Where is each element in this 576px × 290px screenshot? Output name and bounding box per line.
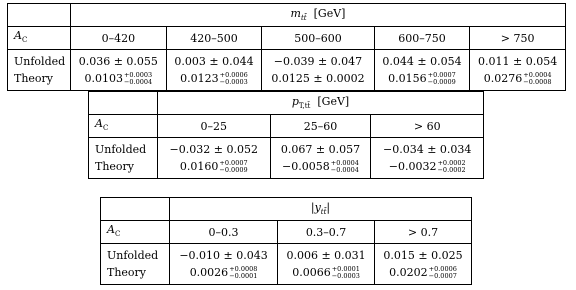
table-row bbox=[8, 50, 566, 91]
column-header: 0–0.3 bbox=[170, 221, 278, 244]
asymmetry-table-pt bbox=[88, 91, 484, 179]
row-label-ac: $A_C$ bbox=[8, 27, 71, 50]
corner-cell bbox=[101, 198, 170, 221]
column-header: > 0.7 bbox=[375, 221, 472, 244]
row-label-ac: $A_C$ bbox=[89, 115, 158, 138]
row-labels: Unfolded Theory bbox=[89, 138, 158, 179]
value-cell: 0.003 ± 0.044 0.0123 +0.0006 −0.0003 bbox=[166, 50, 262, 91]
row-labels: Unfolded Theory bbox=[101, 244, 170, 285]
column-header: 600–750 bbox=[374, 27, 470, 50]
row-labels: Unfolded Theory bbox=[8, 50, 71, 91]
column-header: 500–600 bbox=[262, 27, 374, 50]
column-header: > 750 bbox=[470, 27, 566, 50]
value-cell: −0.034 ± 0.034 −0.0032 +0.0002 −0.0002 bbox=[371, 138, 484, 179]
variable-header: $m_{tt̄}$ [GeV] bbox=[71, 4, 566, 27]
value-cell: 0.044 ± 0.054 0.0156 +0.0007 −0.0009 bbox=[374, 50, 470, 91]
corner-cell bbox=[8, 4, 71, 27]
table-row bbox=[101, 244, 472, 285]
value-cell: −0.039 ± 0.047 0.0125 ± 0.0002 bbox=[262, 50, 374, 91]
value-cell: −0.032 ± 0.052 0.0160 +0.0007 −0.0009 bbox=[158, 138, 271, 179]
value-cell: −0.010 ± 0.043 0.0026 +0.0008 −0.0001 bbox=[170, 244, 278, 285]
table-row bbox=[89, 138, 484, 179]
value-cell: 0.015 ± 0.025 0.0202 +0.0006 −0.0007 bbox=[375, 244, 472, 285]
value-cell: 0.067 ± 0.057 −0.0058 +0.0004 −0.0004 bbox=[270, 138, 371, 179]
variable-header: $p_{T,tt̄}$ [GeV] bbox=[158, 92, 484, 115]
asymmetry-table-mass bbox=[7, 3, 566, 91]
value-cell: 0.006 ± 0.031 0.0066 +0.0001 −0.0003 bbox=[278, 244, 375, 285]
value-cell: 0.011 ± 0.054 0.0276 +0.0004 −0.0008 bbox=[470, 50, 566, 91]
corner-cell bbox=[89, 92, 158, 115]
column-header: 0–25 bbox=[158, 115, 271, 138]
row-label-ac: $A_C$ bbox=[101, 221, 170, 244]
asymmetry-table-rapidity bbox=[100, 197, 472, 285]
column-header: > 60 bbox=[371, 115, 484, 138]
variable-header: $|y_{tt̄}|$ bbox=[170, 198, 472, 221]
column-header: 25–60 bbox=[270, 115, 371, 138]
column-header: 0–420 bbox=[71, 27, 167, 50]
value-cell: 0.036 ± 0.055 0.0103 +0.0003 −0.0004 bbox=[71, 50, 167, 91]
column-header: 420–500 bbox=[166, 27, 262, 50]
column-header: 0.3–0.7 bbox=[278, 221, 375, 244]
